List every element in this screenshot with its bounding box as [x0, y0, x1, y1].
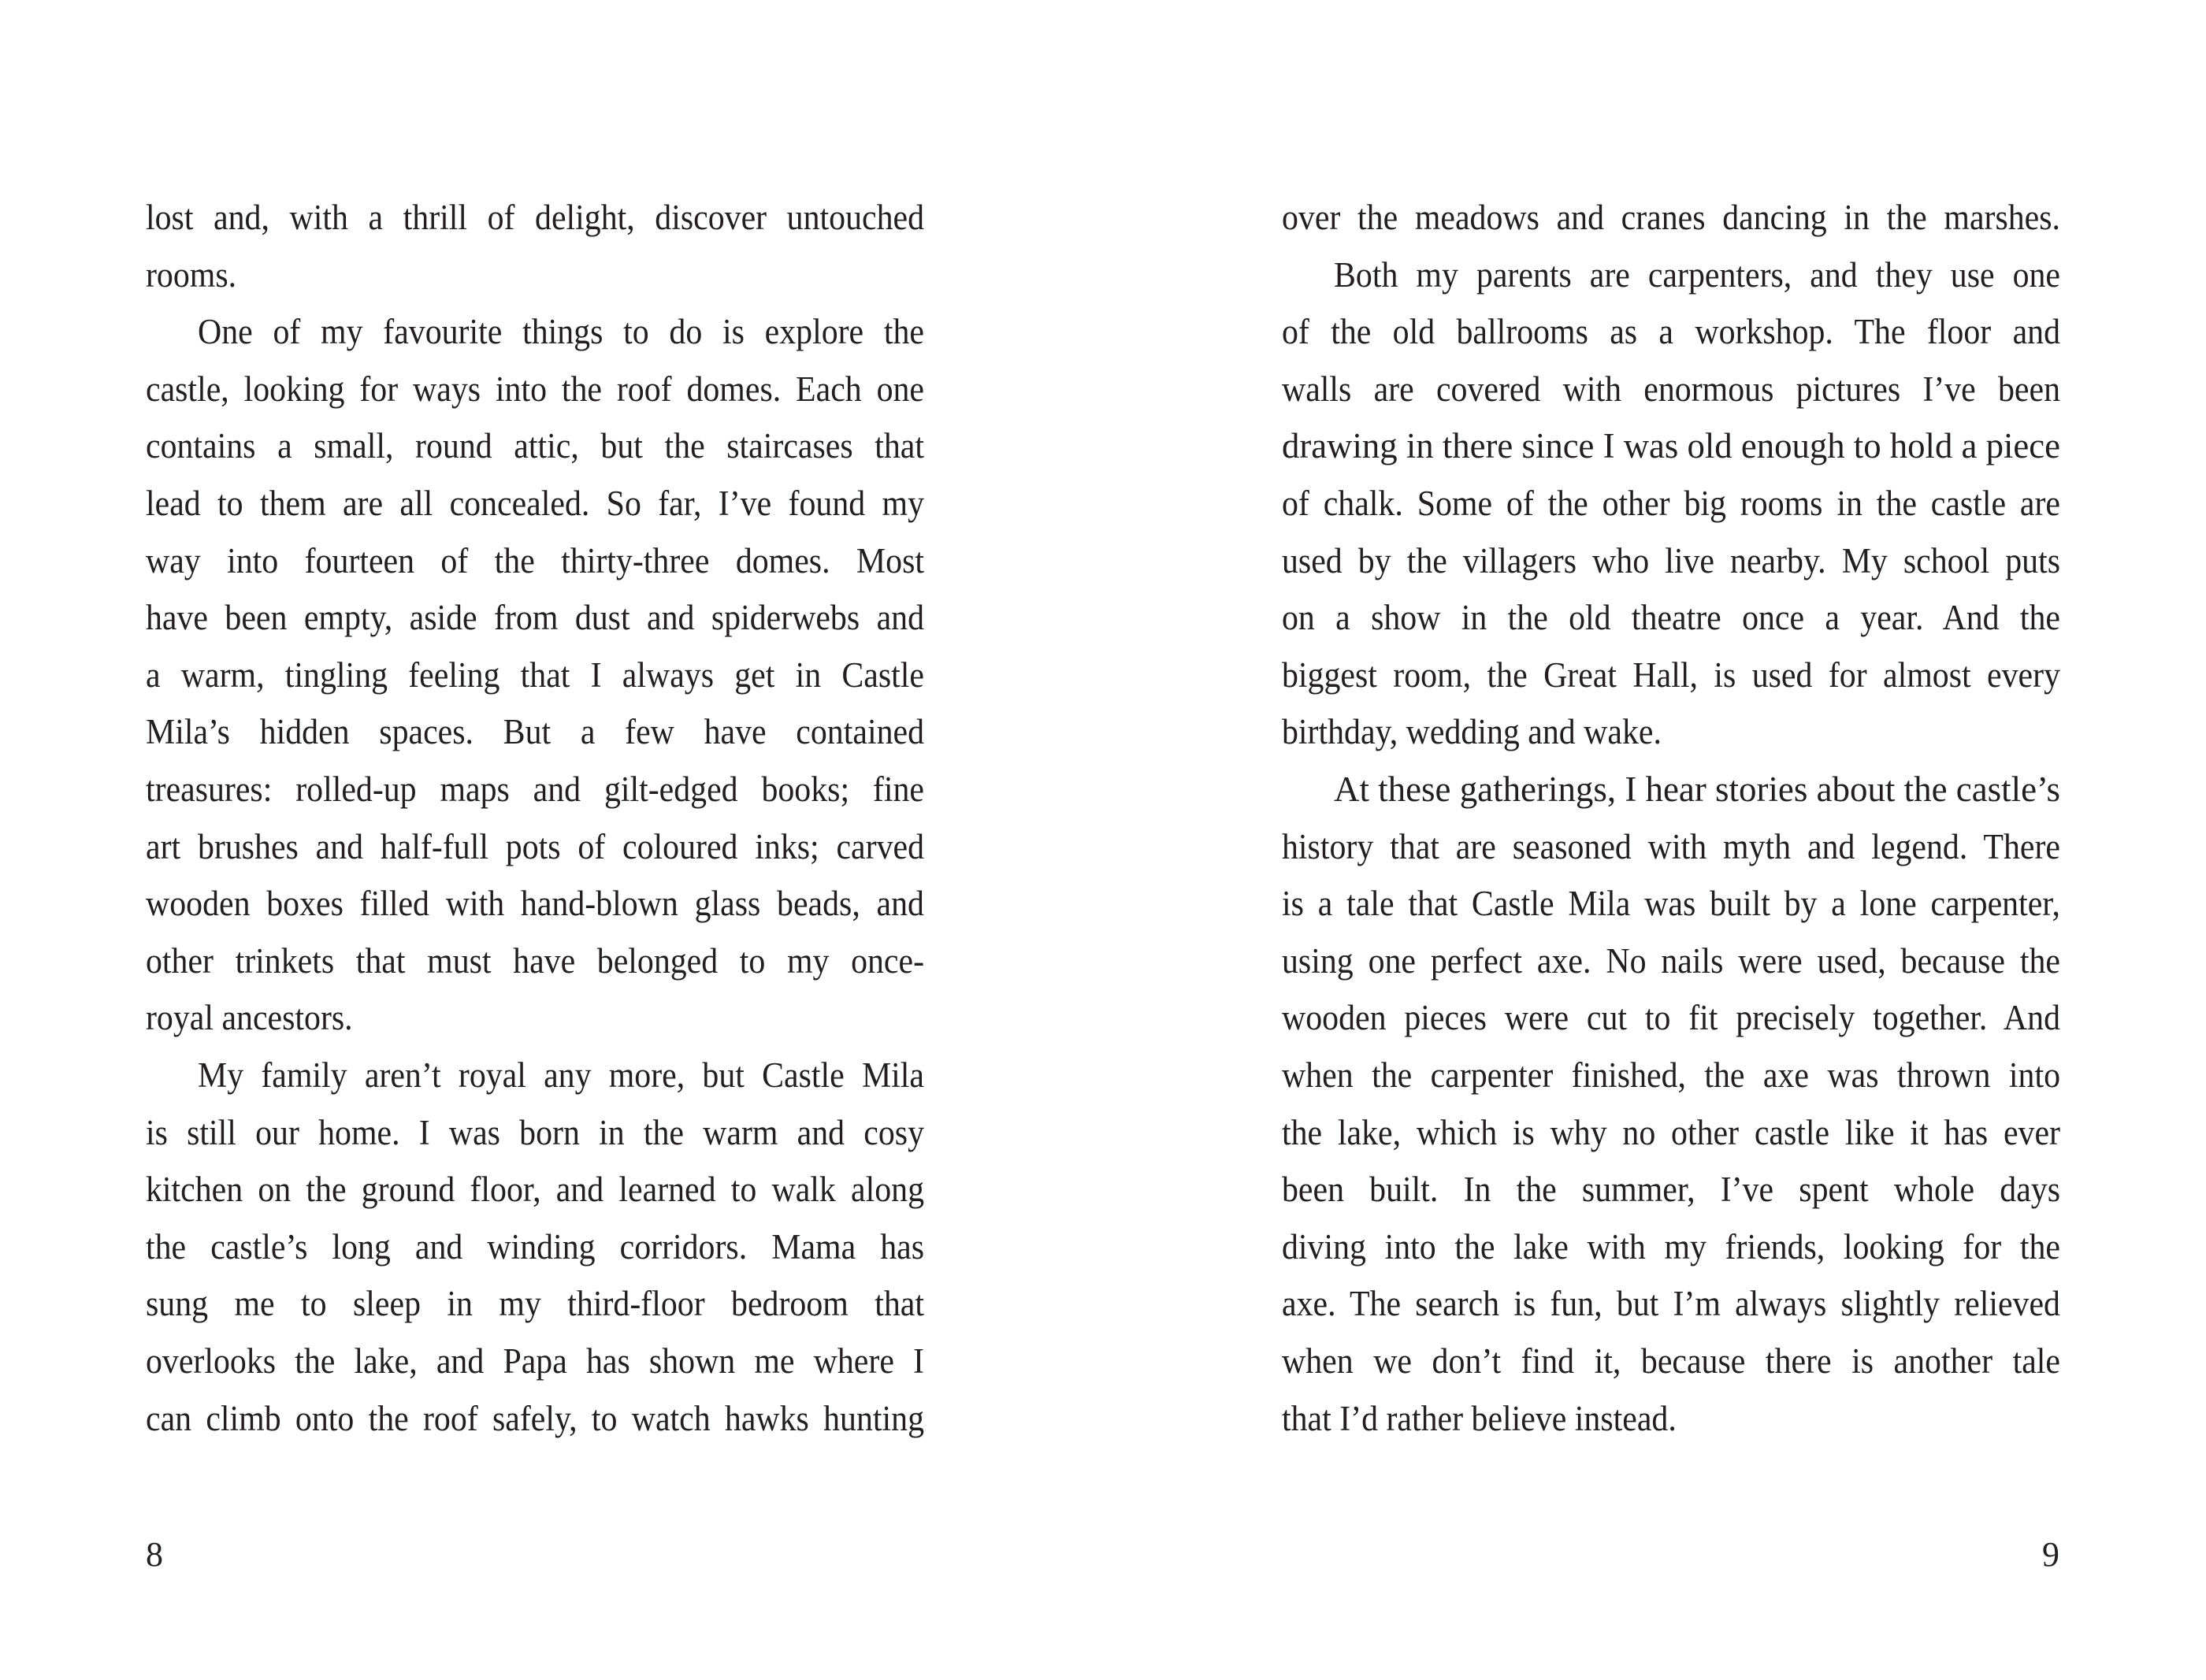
text-line [1282, 1395, 2060, 1442]
text-line-content: the lake, which is why no other castle like it has ever [1282, 1112, 2060, 1152]
text-line [146, 594, 924, 641]
text-line [198, 1051, 924, 1099]
text-line [146, 880, 924, 927]
text-line [146, 708, 924, 755]
text-line [1282, 708, 2060, 755]
text-line [198, 308, 924, 355]
text-line [146, 1109, 924, 1156]
text-line-content: One of my favourite things to do is explore the [198, 312, 925, 352]
text-line-content: is still our home. I was born in the warm and cosy [146, 1112, 924, 1152]
text-line [146, 1395, 924, 1442]
text-line [146, 1280, 924, 1327]
text-line [146, 1166, 924, 1213]
text-line-content: of the old ballrooms as a workshop. The floor and [1282, 312, 2060, 352]
text-line-content: art brushes and half-full pots of coloured inks; carved [146, 826, 924, 866]
text-line [146, 365, 924, 413]
text-line-content: birthday, wedding and wake. [1282, 712, 1662, 752]
text-line [146, 766, 924, 813]
text-line-content: is a tale that Castle Mila was built by a lone carpenter, [1282, 884, 2061, 924]
text-line-content: Mila’s hidden spaces. But a few have contained [146, 712, 924, 752]
page-number-left: 8 [146, 1535, 163, 1574]
text-line-content: can climb onto the roof safely, to watch hawks hunting [146, 1398, 924, 1438]
text-line-content: when the carpenter finished, the axe was thrown into [1282, 1055, 2061, 1095]
text-line-content: way into fourteen of the thirty-three domes. Most [146, 540, 924, 580]
text-line-content: over the meadows and cranes dancing in the marshes. [1282, 198, 2061, 237]
text-line [146, 480, 924, 527]
text-line [146, 1223, 924, 1270]
text-line-content: other trinkets that must have belonged to my once- [146, 940, 925, 981]
text-line [1282, 1223, 2060, 1270]
text-line [1282, 365, 2060, 413]
text-line-content: of chalk. Some of the other big rooms in the castle are [1282, 484, 2060, 523]
text-line-content: a warm, tingling feeling that I always get in Castle [146, 655, 924, 695]
text-line-content: contains a small, round attic, but the staircases that [146, 426, 924, 466]
text-line-content: rooms. [146, 254, 237, 295]
text-line [146, 194, 924, 241]
text-line [1282, 422, 2060, 469]
text-line-content: axe. The search is fun, but I’m always slightly relieved [1282, 1284, 2060, 1324]
text-line [146, 651, 924, 699]
text-line [1282, 1280, 2060, 1327]
text-line [146, 422, 924, 469]
text-line-content: wooden boxes filled with hand-blown glass beads, and [146, 884, 924, 924]
right-page [1103, 0, 2206, 1680]
text-line-content: used by the villagers who live nearby. My school puts [1282, 540, 2060, 580]
text-line [146, 994, 924, 1041]
text-line [1334, 251, 2060, 299]
text-line-content: diving into the lake with my friends, looking for the [1282, 1226, 2060, 1266]
text-line [1282, 594, 2060, 641]
text-line [146, 937, 924, 985]
text-line-content: kitchen on the ground floor, and learned to walk along [146, 1170, 924, 1210]
text-line-content: royal ancestors. [146, 998, 353, 1038]
text-line-content: that I’d rather believe instead. [1282, 1398, 1677, 1438]
text-line [1282, 1337, 2060, 1385]
text-line [1282, 937, 2060, 985]
text-line [146, 537, 924, 584]
text-line-content: My family aren’t royal any more, but Castle Mila [198, 1055, 925, 1095]
text-line-content: At these gatherings, I hear stories about the castle’s [1334, 770, 2060, 809]
text-line [1282, 823, 2060, 870]
text-line-content: using one perfect axe. No nails were used, because the [1282, 940, 2061, 981]
text-line [1282, 880, 2060, 927]
text-line-content: drawing in there since I was old enough to hold a piece [1282, 426, 2060, 466]
text-line-content: sung me to sleep in my third-floor bedroom that [146, 1284, 925, 1324]
text-line-content: have been empty, aside from dust and spiderwebs and [146, 598, 924, 638]
text-line-content: when we don’t find it, because there is another tale [1282, 1341, 2060, 1381]
text-line-content: on a show in the old theatre once a year. And the [1282, 598, 2061, 638]
text-line [1334, 766, 2060, 813]
text-line [1282, 1109, 2060, 1156]
text-line [1282, 480, 2060, 527]
text-line-content: castle, looking for ways into the roof domes. Each one [146, 369, 924, 409]
text-line-content: lost and, with a thrill of delight, discover untouched [146, 198, 924, 237]
text-line [146, 1337, 924, 1385]
text-line-content: lead to them are all concealed. So far, I’ve found my [146, 484, 925, 523]
text-line [1282, 1166, 2060, 1213]
text-line [1282, 194, 2060, 241]
text-line-content: the castle’s long and winding corridors. Mama has [146, 1226, 925, 1266]
page-number-right: 9 [2042, 1535, 2059, 1574]
text-line-content: walls are covered with enormous pictures I’ve been [1282, 369, 2061, 409]
text-line [1282, 308, 2060, 355]
text-line [146, 823, 924, 870]
text-line [1282, 537, 2060, 584]
text-line [1282, 1051, 2060, 1099]
text-line-content: history that are seasoned with myth and legend. There [1282, 826, 2060, 866]
text-line-content: been built. In the summer, I’ve spent whole days [1282, 1170, 2061, 1210]
text-line-content: Both my parents are carpenters, and they use one [1334, 254, 2061, 295]
text-line-content: wooden pieces were cut to fit precisely together. And [1282, 998, 2060, 1038]
text-line [1282, 651, 2060, 699]
text-line-content: treasures: rolled-up maps and gilt-edged books; fine [146, 770, 924, 809]
text-line-content: biggest room, the Great Hall, is used for almost every [1282, 655, 2060, 695]
text-line [146, 251, 924, 299]
text-line [1282, 994, 2060, 1041]
text-line-content: overlooks the lake, and Papa has shown me where I [146, 1341, 925, 1381]
